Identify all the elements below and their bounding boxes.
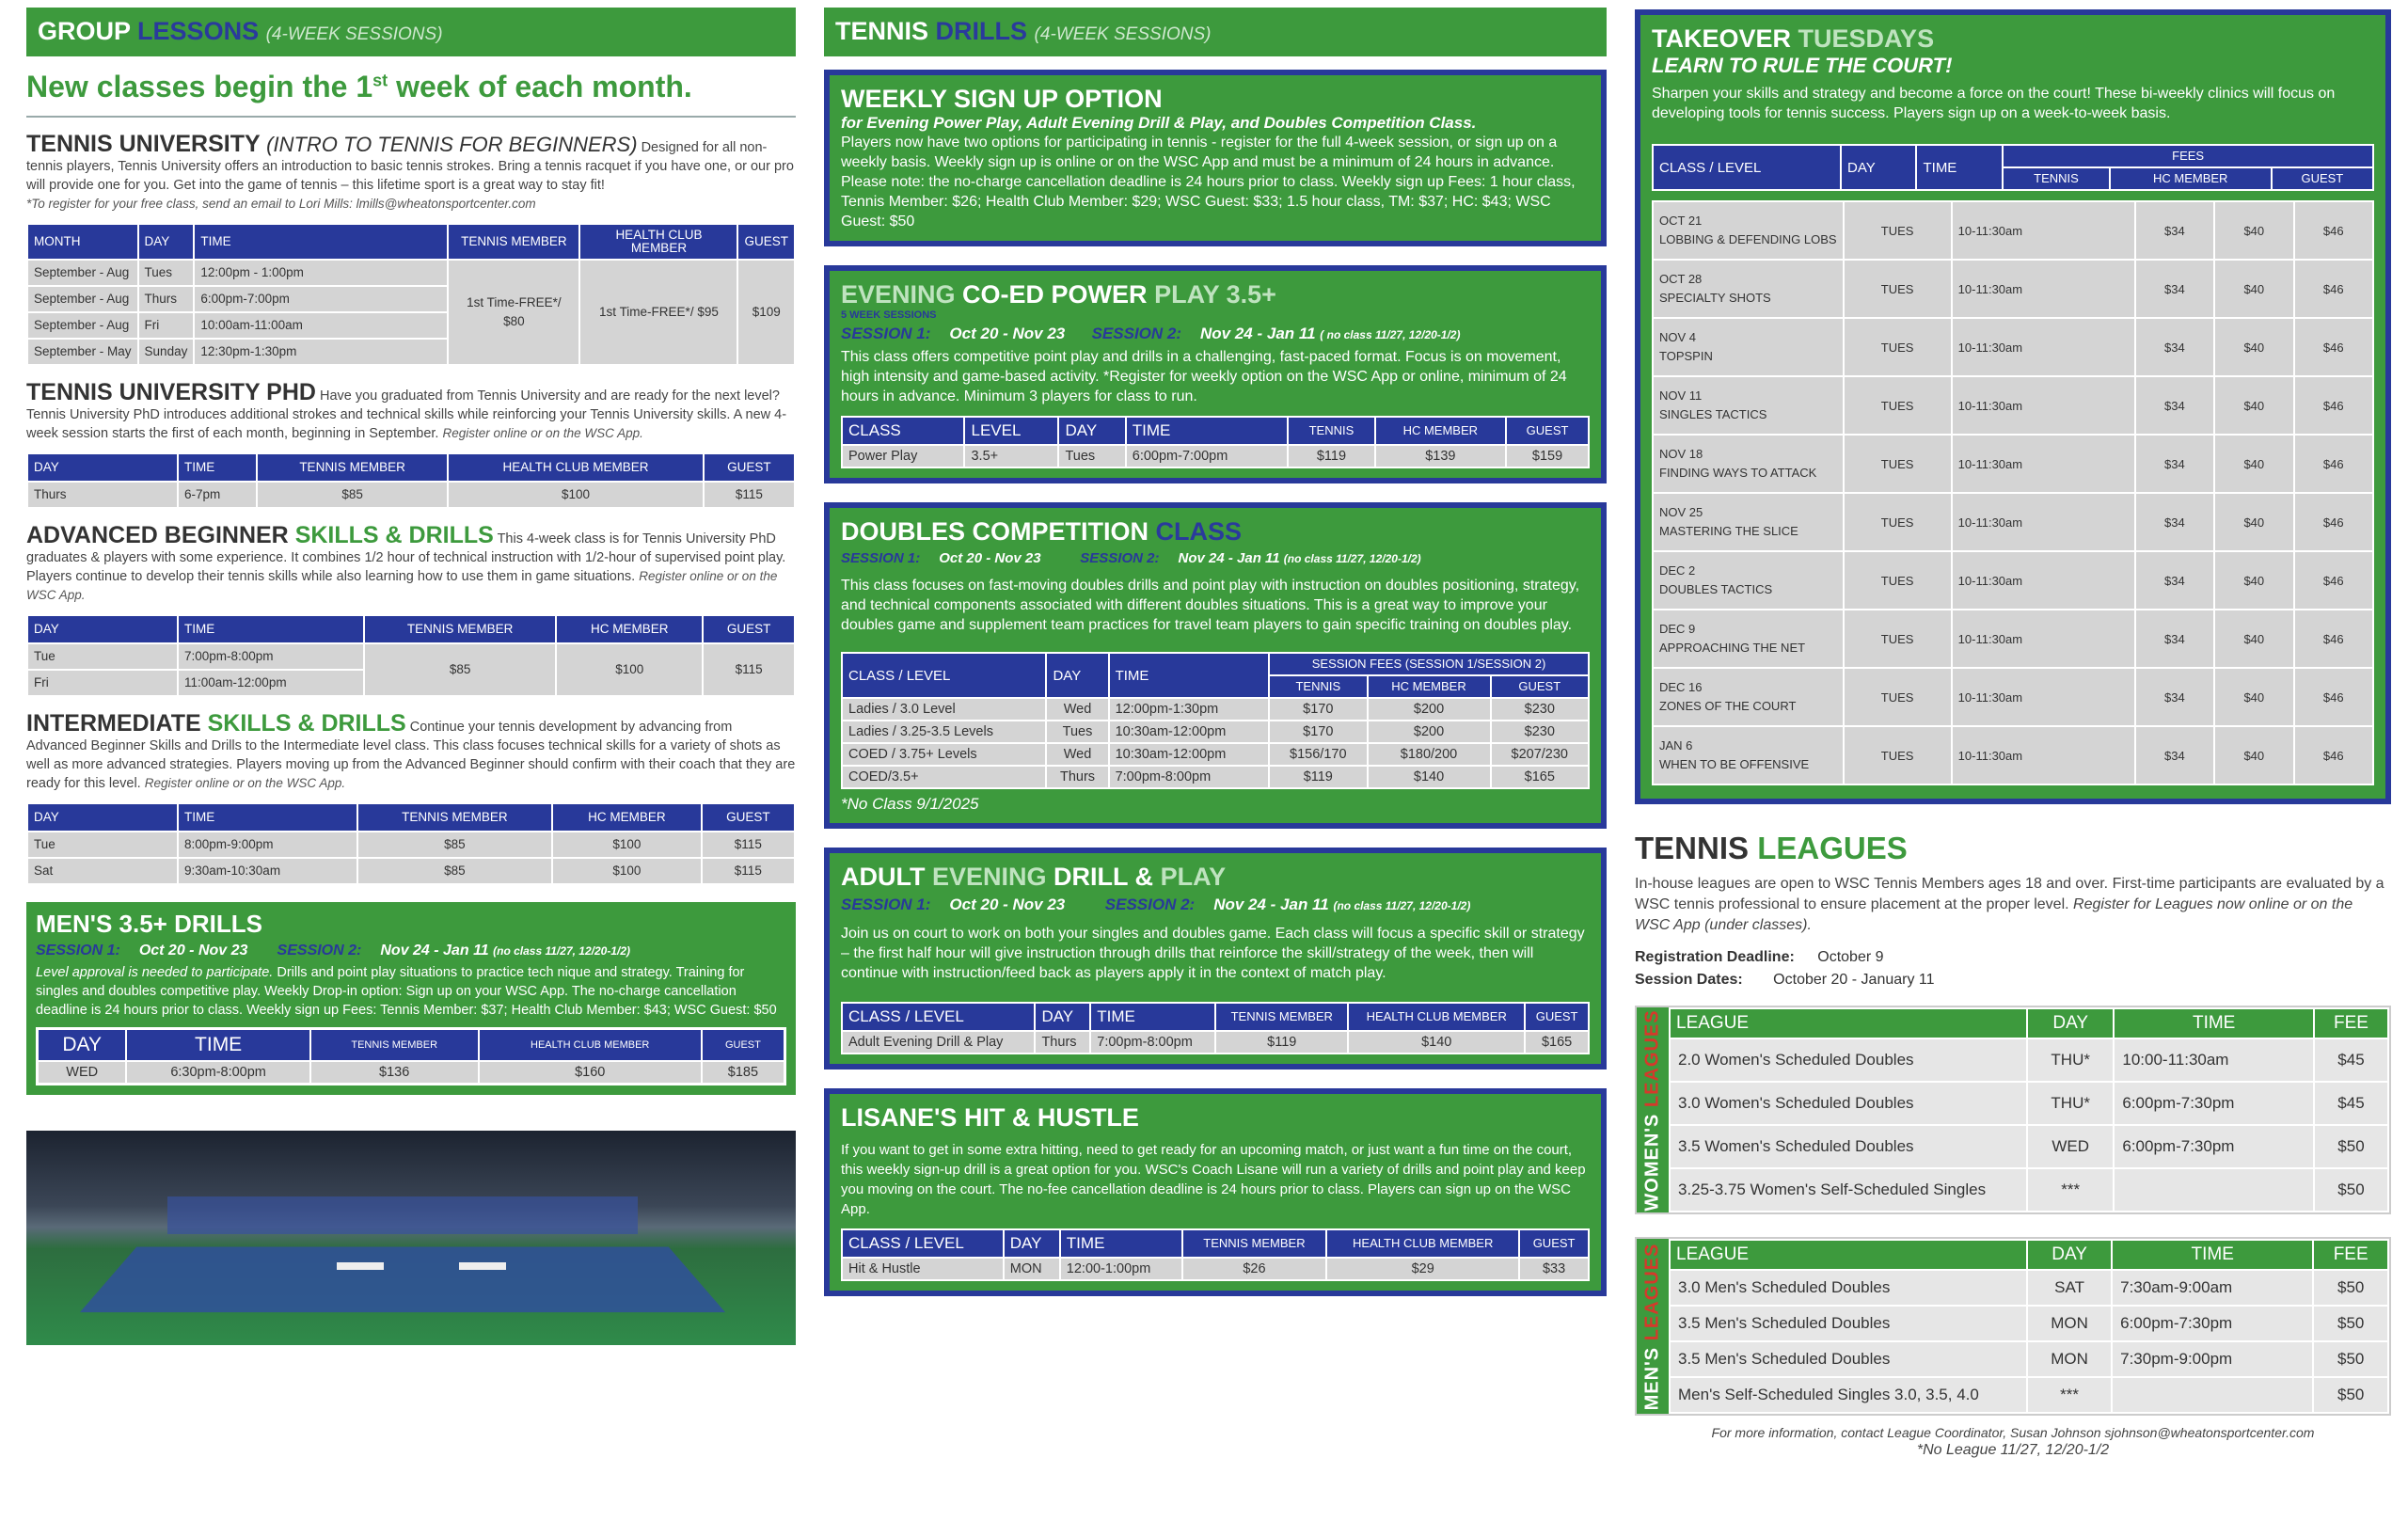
takeover-leagues-column <box>1635 0 2391 1459</box>
phd-section: TENNIS UNIVERSITY PHD Have you graduated from Tennis University and are ready for the next level? Tennis University PhD introduces additional strokes and technical skills while reinforcing your Tennis University skills. A new 4-week session starts the first of each month, beginning in September. Register online or on the WSC App. DAY TIME TENNIS MEMBER HEALTH CLUB MEMBER GUEST Thurs 6-7pm $85 $100 $115 <box>26 383 796 509</box>
takeover-row: DEC 2 DOUBLES TACTICS TUES 10-11:30am $34 $40 $46 <box>1653 551 2373 610</box>
womens-label: WOMEN'S LEAGUES <box>1637 1007 1669 1212</box>
advanced-beginner-table: DAY TIME TENNIS MEMBER HC MEMBER GUEST Tue 7:00pm-8:00pm $85 $100 $115 Fri 11:00am-12:00pm <box>26 614 796 697</box>
adult-drill-table: CLASS / LEVEL DAY TIME TENNIS MEMBER HEALTH CLUB MEMBER GUEST Adult Evening Drill & Play Thurs 7:00pm-8:00pm $119 $140 $165 <box>841 1002 1590 1054</box>
womens-leagues-table: WOMEN'S LEAGUES LEAGUE DAY TIME FEE 2.0 Women's Scheduled Doubles THU* 10:00-11:30am $45 3.0 Women's Scheduled Doubles THU* 6:00pm-7:30pm $45 3.5 Women's Scheduled Doubles WED 6:00pm-7:30pm $50 3.25-3.75 Women's Self-Scheduled Singles *** $50 <box>1635 1006 2391 1214</box>
takeover-table: CLASS / LEVEL DAY TIME FEES TENNIS HC MEMBER GUEST <box>1652 144 2374 191</box>
takeover-rows <box>1652 200 2374 785</box>
doubles-table: CLASS / LEVEL DAY TIME SESSION FEES (SESSION 1/SESSION 2) TENNIS HC MEMBER GUEST Ladies / 3.0 Level Wed 12:00pm-1:30pm $170 $200 $230 Ladies / 3.25-3.5 Levels Tues 10:30am-12:00pm $170 $200 $230 COED / 3.75+ Levels Wed 10:30am-12:00pm $156/170 $180/200 $207/230 COED/3.5+ Thurs 7:00pm-8:00pm $119 $140 $165 <box>841 652 1590 789</box>
indoor-courts-photo <box>26 1131 796 1345</box>
group-lessons-column <box>26 0 796 1345</box>
mens-drills-table: DAY TIME TENNIS MEMBER HEALTH CLUB MEMBER GUEST WED 6:30pm-8:00pm $136 $160 $185 <box>36 1027 786 1085</box>
advanced-beginner-section: ADVANCED BEGINNER SKILLS & DRILLS This 4-week class is for Tennis University PhD graduates & players with some experience. It combines 1/2 hour of technical instruction with 1/2-hour of supervised point play. Players continue to develop their tennis skills while also learning how to use them in game situations. Register online or on the WSC App. DAY TIME TENNIS MEMBER HC MEMBER GUEST Tue 7:00pm-8:00pm $85 $100 $115 Fri 11:00am-12:00pm <box>26 526 796 697</box>
mens-label: MEN'S LEAGUES <box>1637 1239 1669 1414</box>
league-row: 3.5 Women's Scheduled Doubles WED 6:00pm-7:30pm $50 <box>1670 1125 2388 1168</box>
tennis-drills-column <box>824 0 1607 1296</box>
doubles-competition-box: DOUBLES COMPETITION CLASS SESSION 1: Oct 20 - Nov 23 SESSION 2: Nov 24 - Jan 11 (no class 11/27, 12/20-1/2) This class focuses on fast-moving doubles drills and point play with instruction on doubles positioning, strategy, and technical components associated with different doubles situations. This is a great way to improve your doubles game and supplement team practices for travel team players to gain specific training on doubles play. CLASS / LEVEL DAY TIME SESSION FEES (SESSION 1/SESSION 2) TENNIS HC MEMBER GUEST Ladies / 3.0 Level Wed 12:00pm-1:30pm $170 $200 $230 Ladies / 3.25-3.5 Levels Tues 10:30am-12:00pm $170 $200 $230 COED / 3.75+ Levels Wed 10:30am-12:00pm $156/170 $180/200 $207/230 COED/3.5+ Thurs 7:00pm-8:00pm $119 $140 $165 *No Class 9/1/2025 <box>824 502 1607 829</box>
section-title: TENNIS UNIVERSITY (INTRO TO TENNIS FOR BEGINNERS) <box>26 131 638 157</box>
takeover-row: OCT 28 SPECIALTY SHOTS TUES 10-11:30am $34 $40 $46 <box>1653 260 2373 318</box>
takeover-row: DEC 16 ZONES OF THE COURT TUES 10-11:30am $34 $40 $46 <box>1653 668 2373 726</box>
takeover-tuesdays-box: TAKEOVER TUESDAYS LEARN TO RULE THE COURT! Sharpen your skills and strategy and become a force on the court! These bi-weekly clinics will focus on developing tools for tennis success. Players sign up on a week-to-week basis. CLASS / LEVEL DAY TIME FEES TENNIS HC MEMBER GUEST OCT 21 LOBBING & DEFENDING LOBS TUES 10-11:30am $34 $40 $46 OCT 28 SPECIALTY SHOTS TUES 10-11:30am $34 $40 $46 NOV 4 TOPSPIN TUES 10-11:30am $34 $40 $46 NOV 11 SINGLES TACTICS TUES 10-11:30am $34 $40 $46 NOV 18 FINDING WAYS TO ATTACK TUES 10-11:30am $34 $40 $46 NOV 25 MASTERING THE SLICE TUES 10-11:30am $34 $40 $46 DEC 2 DOUBLES TACTICS TUES 10-11:30am $34 $40 $46 DEC 9 APPROACHING THE NET TUES 10-11:30am $34 $40 $46 DEC 16 ZONES OF THE COURT TUES 10-11:30am $34 $40 $46 JAN 6 WHEN TO BE OFFENSIVE TUES 10-11:30am $34 $40 $46 <box>1635 9 2391 804</box>
power-play-table: CLASS LEVEL DAY TIME TENNIS HC MEMBER GUEST Power Play 3.5+ Tues 6:00pm-7:00pm $119 $139 $159 <box>841 416 1590 468</box>
takeover-row: OCT 21 LOBBING & DEFENDING LOBS TUES 10-11:30am $34 $40 $46 <box>1653 201 2373 260</box>
new-classes-banner: New classes begin the 1st week of each month. <box>26 70 796 118</box>
league-row: 3.0 Women's Scheduled Doubles THU* 6:00pm-7:30pm $45 <box>1670 1082 2388 1125</box>
intermediate-table: DAY TIME TENNIS MEMBER HC MEMBER GUEST Tue 8:00pm-9:00pm $85 $100 $115 Sat 9:30am-10:30am $85 $100 $115 <box>26 802 796 885</box>
weekly-signup-box: WEEKLY SIGN UP OPTION for Evening Power Play, Adult Evening Drill & Play, and Doubles Competition Class. Players now have two options for participating in tennis - register for the full 4-week session, or sign up on a weekly basis. Weekly sign up is online or on the WSC App and must be a minimum of 24 hours in advance. Please note: the no-charge cancellation deadline is 24 hours prior to class. Weekly sign up Fees: 1 hour class, Tennis Member: $26; Health Club Member: $29; WSC Guest: $33; 1.5 hour class, TM: $37; HC: $43; WSC Guest: $50 <box>824 70 1607 246</box>
league-row: 2.0 Women's Scheduled Doubles THU* 10:00-11:30am $45 <box>1670 1038 2388 1082</box>
league-row: 3.5 Men's Scheduled Doubles MON 7:30pm-9:00pm $50 <box>1670 1341 2388 1377</box>
takeover-row: NOV 25 MASTERING THE SLICE TUES 10-11:30am $34 $40 $46 <box>1653 493 2373 551</box>
takeover-row: DEC 9 APPROACHING THE NET TUES 10-11:30am $34 $40 $46 <box>1653 610 2373 668</box>
tennis-university-section: TENNIS UNIVERSITY (INTRO TO TENNIS FOR BEGINNERS) Designed for all non-tennis players, Tennis University offers an introduction to basic tennis strokes. Bring a tennis racquet if you have one, or our pro will provide one for you. Get into the game of tennis – this lifetime sport is a great way to stay fit! *To register for your free class, send an email to Lori Mills: lmills@wheatonsportcenter.com MONTH DAY TIME TENNIS MEMBER HEALTH CLUB MEMBER GUEST September - Aug Tues 12:00pm - 1:00pm 1st Time-FREE*/ $80 1st Time-FREE*/ $95 $109 September - Aug Thurs 6:00pm-7:00pm September - Aug Fri 10:00am-11:00am September - May Sunday 12:30pm-1:30pm <box>26 135 796 366</box>
phd-table: DAY TIME TENNIS MEMBER HEALTH CLUB MEMBER GUEST Thurs 6-7pm $85 $100 $115 <box>26 452 796 509</box>
hit-hustle-table: CLASS / LEVEL DAY TIME TENNIS MEMBER HEALTH CLUB MEMBER GUEST Hit & Hustle MON 12:00-1:00pm $26 $29 $33 <box>841 1228 1590 1281</box>
group-lessons-header: GROUP LESSONS (4-WEEK SESSIONS) <box>26 8 796 56</box>
tennis-drills-header: TENNIS DRILLS (4-WEEK SESSIONS) <box>824 8 1607 56</box>
league-row: 3.5 Men's Scheduled Doubles MON 6:00pm-7:30pm $50 <box>1670 1306 2388 1341</box>
power-play-box: EVENING CO-ED POWER PLAY 3.5+ 5 WEEK SESSIONS SESSION 1: Oct 20 - Nov 23 SESSION 2: Nov 24 - Jan 11 ( no class 11/27, 12/20-1/2) This class offers competitive point play and drills in a challenging, fast-paced format. Focus is on movement, high intensity and game-based activity. *Register for weekly option on the WSC App or online, minimum of 24 hours in advance. Minimum 3 players for class to run. CLASS LEVEL DAY TIME TENNIS HC MEMBER GUEST Power Play 3.5+ Tues 6:00pm-7:00pm $119 $139 $159 <box>824 265 1607 483</box>
league-row: Men's Self-Scheduled Singles 3.0, 3.5, 4.0 *** $50 <box>1670 1377 2388 1413</box>
tennis-leagues-section: TENNIS LEAGUES In-house leagues are open to WSC Tennis Members ages 18 and over. First-time participants are evaluated by a WSC tennis professional to ensure placement at the proper level. Register for Leagues now online or on the WSC App (under classes). Registration Deadline: October 9 Session Dates: October 20 - January 11 WOMEN'S LEAGUES LEAGUE DAY TIME FEE 2.0 Women's Scheduled Doubles THU* 10:00-11:30am $45 3.0 Women's Scheduled Doubles THU* 6:00pm-7:30pm $45 3.5 Women's Scheduled Doubles WED 6:00pm-7:30pm $50 3.25-3.75 Women's Self-Scheduled Singles *** $50 MEN'S LEAGUES LEAGUE DAY TIME FEE 3.0 Men's Scheduled Doubles SAT 7:30am-9:00am $50 3.5 Men's Scheduled Doubles MON 6:00pm-7:30pm $50 3.5 Men's Scheduled Doubles MON 7:30pm-9:00pm $50 Men's Self-Scheduled Singles 3.0, 3.5, 4.0 *** $50 For more information, contact League Coordinator, Susan Johnson sjohnson@wheatonsportcenter.com *No League 11/27, 12/20-1/2 <box>1635 831 2391 1459</box>
mens-drills-box: MEN'S 3.5+ DRILLS SESSION 1: Oct 20 - Nov 23 SESSION 2: Nov 24 - Jan 11 (no class 11/27, 12/20-1/2) Level approval is needed to participate. Drills and point play situations to practice tech nique and strategy. Training for singles and doubles competitive play. Weekly Drop-in option: Sign up on your WSC App. The no-charge cancellation deadline is 24 hours prior to class. Weekly sign up Fees: Tennis Member: $37; Health Club Member: $43; WSC Guest: $50 DAY TIME TENNIS MEMBER HEALTH CLUB MEMBER GUEST WED 6:30pm-8:00pm $136 $160 $185 <box>26 902 796 1095</box>
league-row: 3.25-3.75 Women's Self-Scheduled Singles *** $50 <box>1670 1168 2388 1212</box>
intermediate-section: INTERMEDIATE SKILLS & DRILLS Continue your tennis development by advancing from Advanced Beginner Skills and Drills to the Intermediate level class. This class focuses technical skills for a variety of shots as well as more advanced strategies. Players moving up from the Advanced Beginner should confirm with their coach that they are ready for this level. Register online or on the WSC App. DAY TIME TENNIS MEMBER HC MEMBER GUEST Tue 8:00pm-9:00pm $85 $100 $115 Sat 9:30am-10:30am $85 $100 $115 <box>26 714 796 885</box>
takeover-row: NOV 4 TOPSPIN TUES 10-11:30am $34 $40 $46 <box>1653 318 2373 376</box>
takeover-row: NOV 18 FINDING WAYS TO ATTACK TUES 10-11:30am $34 $40 $46 <box>1653 435 2373 493</box>
league-row: 3.0 Men's Scheduled Doubles SAT 7:30am-9:00am $50 <box>1670 1270 2388 1306</box>
adult-drill-play-box: ADULT EVENING DRILL & PLAY SESSION 1: Oct 20 - Nov 23 SESSION 2: Nov 24 - Jan 11 (no class 11/27, 12/20-1/2) Join us on court to work on both your singles and doubles game. Each class will focus a specific skill or strategy – the first half hour will give instruction through drills that reinforce the skill/strategy of the week, then will continue with instruction/feed back as players apply it in the context of match play. CLASS / LEVEL DAY TIME TENNIS MEMBER HEALTH CLUB MEMBER GUEST Adult Evening Drill & Play Thurs 7:00pm-8:00pm $119 $140 $165 <box>824 848 1607 1070</box>
takeover-row: JAN 6 WHEN TO BE OFFENSIVE TUES 10-11:30am $34 $40 $46 <box>1653 726 2373 784</box>
mens-leagues-table: MEN'S LEAGUES LEAGUE DAY TIME FEE 3.0 Men's Scheduled Doubles SAT 7:30am-9:00am $50 3.5 Men's Scheduled Doubles MON 6:00pm-7:30pm $50 3.5 Men's Scheduled Doubles MON 7:30pm-9:00pm $50 Men's Self-Scheduled Singles 3.0, 3.5, 4.0 *** $50 <box>1635 1237 2391 1416</box>
tennis-university-table: MONTH DAY TIME TENNIS MEMBER HEALTH CLUB MEMBER GUEST September - Aug Tues 12:00pm - 1:00pm 1st Time-FREE*/ $80 1st Time-FREE*/ $95 $109 September - Aug Thurs 6:00pm-7:00pm September - Aug Fri 10:00am-11:00am September - May Sunday 12:30pm-1:30pm <box>26 223 796 366</box>
takeover-row: NOV 11 SINGLES TACTICS TUES 10-11:30am $34 $40 $46 <box>1653 376 2373 435</box>
hit-hustle-box: LISANE'S HIT & HUSTLE If you want to get in some extra hitting, need to get ready for an upcoming match, or just want a fun time on the court, this weekly sign-up drill is a great option for you. WSC's Coach Lisane will run a variety of drills and point play and keep you moving on the court. The no-fee cancellation deadline is 24 hours prior to class. Players can sign up on the WSC App. CLASS / LEVEL DAY TIME TENNIS MEMBER HEALTH CLUB MEMBER GUEST Hit & Hustle MON 12:00-1:00pm $26 $29 $33 <box>824 1088 1607 1296</box>
